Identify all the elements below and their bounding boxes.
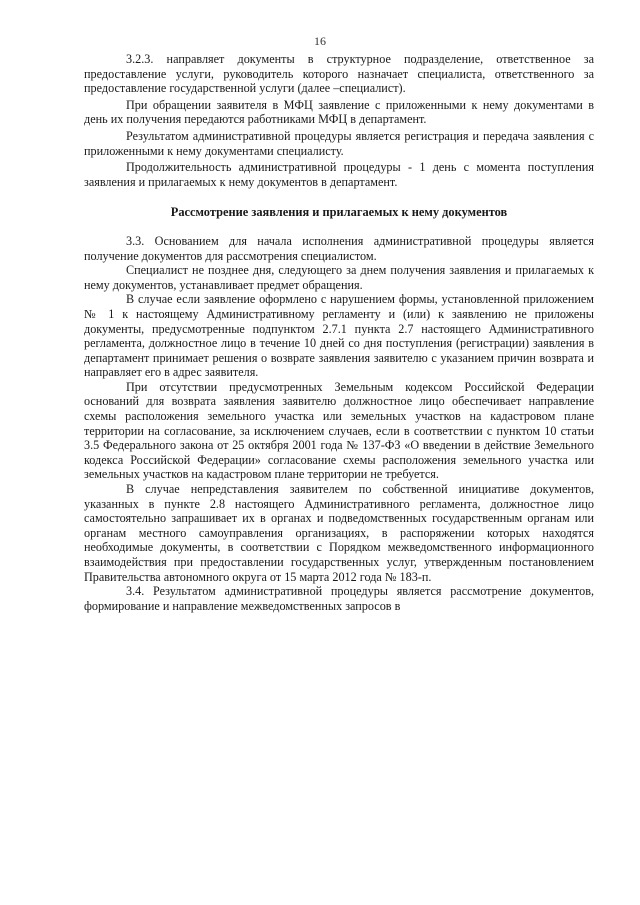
paragraph-mfc-submission: При обращении заявителя в МФЦ заявление с приложенными к нему документами в день их получения передаются работниками МФЦ в департамент.: [84, 97, 594, 127]
paragraph-interagency-requests: В случае непредставления заявителем по собственной инициативе документов, указанных в пункте 2.8 настоящего Административного регламента, должностное лицо самостоятельно запрашивает их в органах и подведомственных государственным органам или органам местного самоуправления организациях, в распоряжении которых находятся необходимые документы, в соответствии с Порядком межведомственного информационного взаимодействия при предоставлении государственных услуг, утвержденным постановлением Правительства автономного округа от 15 марта 2012 года № 183-п.: [84, 482, 594, 584]
section-heading: Рассмотрение заявления и прилагаемых к нему документов: [170, 205, 508, 220]
page-number: 16: [314, 34, 326, 48]
paragraph-return-application: В случае если заявление оформлено с нарушением формы, установленной приложением № 1 к настоящему Административному регламенту и (или) к заявлению не приложены документы, предусмотренные подпунктом 2.7.1 пункта 2.7 настоящего Административного регламента, должностное лицо в течение 10 дней со дня поступления (регистрации) заявления в департамент принимает решения о возврате заявления заявителю с указанием причин возврата и направляет его в адрес заявителя.: [84, 292, 594, 380]
paragraph-3-2-3: 3.2.3. направляет документы в структурное подразделение, ответственное за предоставление услуги, руководитель которого назначает специалиста, ответственного за предоставление государственной услуги (далее –специалист).: [84, 52, 594, 96]
paragraph-specialist-deadline: Специалист не позднее дня, следующего за днем получения заявления и прилагаемых к нему документов, устанавливает предмет обращения.: [84, 263, 594, 292]
paragraph-3-3: 3.3. Основанием для начала исполнения административной процедуры является получение документов для рассмотрения специалистом.: [84, 233, 594, 263]
paragraph-procedure-result: Результатом административной процедуры является регистрация и передача заявления с приложенными к нему документами специалисту.: [84, 128, 594, 158]
paragraph-3-4: 3.4. Результатом административной процедуры является рассмотрение документов, формирование и направление межведомственных запросов в: [84, 584, 594, 613]
paragraph-procedure-duration: Продолжительность административной процедуры - 1 день с момента поступления заявления и прилагаемых к нему документов в департамент.: [84, 160, 594, 189]
document-body: [84, 52, 594, 613]
paragraph-no-grounds-for-return: При отсутствии предусмотренных Земельным кодексом Российской Федерации оснований для возврата заявления заявителю должностное лицо обеспечивает направление схемы расположения земельного участка или земельных участков на кадастровом плане территории на согласование, за исключением случаев, если в соответствии с пунктом 10 статьи 3.5 Федерального закона от 25 октября 2001 года № 137-ФЗ «О введении в действие Земельного кодекса Российской Федерации» согласование схемы расположения земельного участка или земельных участков на кадастровом плане территории не требуется.: [84, 379, 594, 482]
